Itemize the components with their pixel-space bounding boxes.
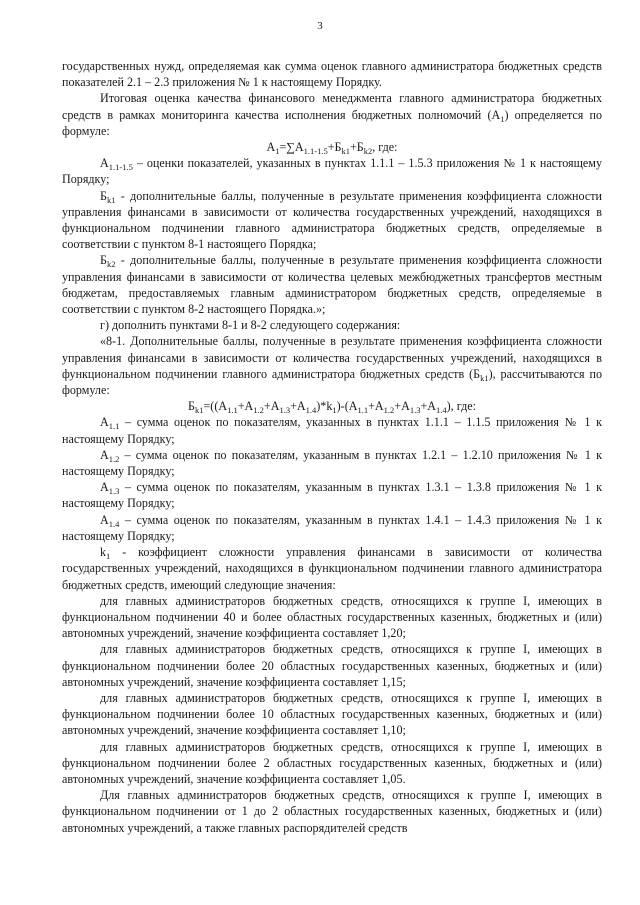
- paragraph: для главных администраторов бюджетных средств, относящихся к группе I, имеющих в функциональном подчинении более 10 областных государственных казенных, бюджетных и (или) автономных учреждений, значение коэффициента составляет 1,10;: [62, 690, 602, 738]
- paragraph: Для главных администраторов бюджетных средств, относящихся к группе I, имеющих в функциональном подчинении от 1 до 2 областных государственных казенных, бюджетных и (или) автономных учреждений, а также главных распорядителей средств: [62, 788, 602, 835]
- paragraph: государственных нужд, определяемая как сумма оценок главного администратора бюджетных средств показателей 2.1 – 2.3 приложения № 1 к настоящему Порядку.: [62, 59, 602, 90]
- paragraph: г) дополнить пунктами 8-1 и 8-2 следующего содержания:: [100, 318, 401, 333]
- paragraph: $k_1$ - коэффициент сложности управления финансами в зависимости от количества государственных учреждений, находящихся в функциональном подчинении главного администратора бюджетных средств, имеющий следующие значения:: [62, 545, 602, 592]
- paragraph: «8-1. Дополнительные баллы, полученные в результате применения коэффициента сложности управления финансами в зависимости от количества государственных учреждений, находящихся в функциональном подчинении главного администратора бюджетных средств $(Б_{k1})$, рассчитываются по формуле:: [62, 334, 602, 398]
- paragraph: $Б_{k2}$ - дополнительные баллы, полученные в результате применения коэффициента сложности управления финансами в зависимости от количества целевых межбюджетных трансфертов местным бюджетам, предоставляемых главным администратором бюджетных средств, определяемые в соответствии с пунктом 8-2 настоящего Порядка.»;: [62, 253, 602, 317]
- paragraph: $А_{1.1-1.5}$ – оценки показателей, указанных в пунктах 1.1.1 – 1.5.3 приложения № 1 к настоящему Порядку;: [62, 156, 602, 187]
- page-number: 3: [317, 20, 323, 32]
- document-body: [62, 58, 602, 836]
- paragraph: $А_{1.4}$ – сумма оценок по показателям, указанным в пунктах 1.4.1 – 1.4.3 приложения № 1 к настоящему Порядку;: [62, 512, 602, 543]
- paragraph: $А_{1.3}$ – сумма оценок по показателям, указанным в пунктах 1.3.1 – 1.3.8 приложения № 1 к настоящему Порядку;: [62, 480, 602, 511]
- formula: $А_1=\sum А_{1.1-1.5}+Б_{k1}+Б_{k2}$, где:: [266, 140, 398, 157]
- paragraph: $А_{1.1}$ – сумма оценок по показателям, указанных в пунктах 1.1.1 – 1.1.5 приложения № 1 к настоящему Порядку;: [62, 415, 602, 446]
- formula: $Б_{k1}=((А_{1.1}+А_{1.2}+А_{1.3}+А_{1.4})*k_1)-(А_{1.1}+А_{1.2}+А_{1.3}+А_{1.4})$, где:: [188, 399, 476, 416]
- paragraph: для главных администраторов бюджетных средств, относящихся к группе I, имеющих в функциональном подчинении более 20 областных государственных казенных, бюджетных и (или) автономных учреждений, значение коэффициента составляет 1,15;: [62, 642, 602, 689]
- paragraph: $А_{1.2}$ – сумма оценок по показателям, указанным в пунктах 1.2.1 – 1.2.10 приложения № 1 к настоящему Порядку;: [62, 447, 602, 479]
- paragraph: $Б_{k1}$ - дополнительные баллы, полученные в результате применения коэффициента сложности управления финансами в зависимости от количества государственных учреждений, находящихся в функциональном подчинении главного администратора бюджетных средств, определяемые в соответствии с пунктом 8-1 настоящего Порядка;: [62, 188, 602, 252]
- paragraph: для главных администраторов бюджетных средств, относящихся к группе I, имеющих в функциональном подчинении 40 и более областных государственных казенных, бюджетных и (или) автономных учреждений, значение коэффициента составляет 1,20;: [62, 593, 602, 641]
- paragraph: для главных администраторов бюджетных средств, относящихся к группе I, имеющих в функциональном подчинении более 2 областных государственных казенных, бюджетных и (или) автономных учреждений, значение коэффициента составляет 1,05.: [62, 739, 602, 786]
- paragraph: Итоговая оценка качества финансового менеджмента главного администратора бюджетных средств в рамках мониторинга качества исполнения бюджетных полномочий $(А_1)$ определяется по формуле:: [62, 91, 603, 138]
